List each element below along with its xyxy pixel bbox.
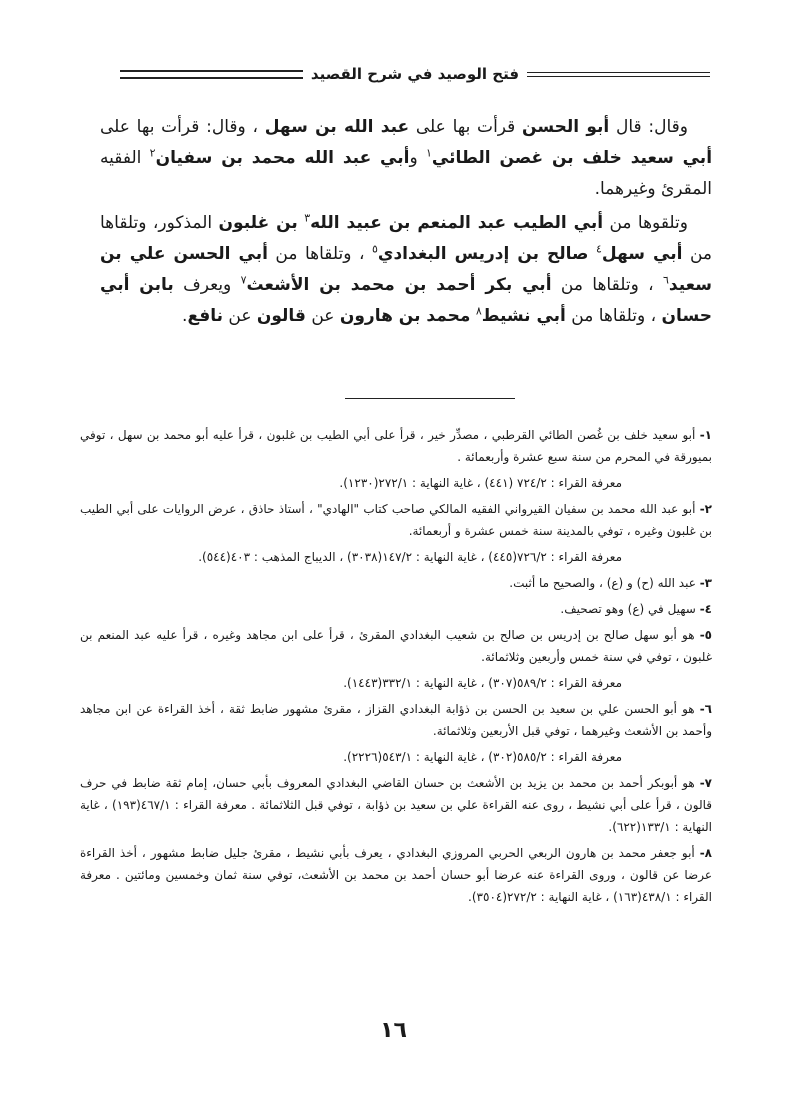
name-run: قالون <box>256 306 306 326</box>
text-run: ، وتلقاها من <box>565 306 662 326</box>
main-paragraph-1 <box>100 112 712 205</box>
header-title: فتح الوصيد في شرح القصيد <box>310 65 520 83</box>
name-run: بن غلبون <box>218 213 298 233</box>
footnote-marker: ٤ <box>595 242 602 256</box>
footnote-7 <box>80 772 712 838</box>
name-run: أبي الطيب عبد المنعم بن عبيد الله <box>310 213 604 233</box>
footnote-text: هو أبوبكر أحمد بن محمد بن يزيد بن الأشعث بن حسان القاضي البغدادي المعروف بأبي حسان، إمام ثقة ضابط في حرف قالون ، قرأ على أبي نشيط ، روى عنه القراءة علي بن سعيد بن ذؤابة ، توفي قبل الثلاثمائة . معرفة القراء : ٤٦٧/١(١٩٣) ، غاية النهاية : ١٣٣/١(٦٢٢). <box>80 776 712 834</box>
text-run: ، وتلقاها من <box>267 244 372 264</box>
name-run: عبد الله بن سهل <box>264 117 410 137</box>
footnote-8 <box>80 842 712 908</box>
footnote-number: ٧- <box>699 776 712 790</box>
name-run: صالح بن إدريس البغدادي <box>377 244 589 264</box>
running-header <box>120 62 710 86</box>
footnote-number: ٥- <box>699 628 712 642</box>
text-run: الفقيه المقرئ وغيرهما. <box>100 148 712 199</box>
footnote-marker: ٥ <box>371 242 378 256</box>
name-run: بابن أبي حسان <box>100 275 712 326</box>
footnote-text: أبو جعفر محمد بن هارون الربعي الحربي المروزي البغدادي ، يعرف بأبي نشيط ، مقرئ جليل ضابط مشهور ، أخذ القراءة عرضا عن قالون ، وروى القراءة عنه عرضا أبو حسان أحمد بن محمد بن الأشعث، توفي سنة ثمان وخمسين ومائتين . معرفة القراء : ٤٣٨/١(١٦٣) ، غاية النهاية : ٢٧٢/٢(٣٥٠٤). <box>80 846 712 904</box>
name-run: نافع <box>187 306 223 326</box>
footnote-6-reference: معرفة القراء : ٥٨٥/٢(٣٠٢) ، غاية النهاية : ٥٤٣/١(٢٢٢٦). <box>343 750 622 764</box>
footnote-marker: ٣ <box>304 211 311 225</box>
main-paragraph-2 <box>100 208 712 332</box>
footnote-5 <box>80 624 712 668</box>
header-rule-right <box>527 72 710 77</box>
text-run: . <box>182 306 188 326</box>
footnote-text: عبد الله (ح) و (ع) ، والصحيح ما أثبت. <box>509 576 700 590</box>
text-run: وتلقوها من <box>603 213 688 233</box>
name-run: أبي بكر أحمد بن محمد بن الأشعث <box>246 275 552 295</box>
footnote-number: ٨- <box>699 846 712 860</box>
text-run: قرأت بها على <box>409 117 523 137</box>
footnote-6 <box>80 698 712 742</box>
text-run <box>588 244 596 264</box>
name-run: أبي نشيط <box>481 306 566 326</box>
name-run: أبي سعيد خلف بن غصن الطائي <box>431 148 713 168</box>
page-number: ١٦ <box>380 1018 407 1043</box>
footnote-2 <box>80 498 712 542</box>
name-run: أبو الحسن <box>522 117 610 137</box>
footnote-number: ١- <box>699 428 712 442</box>
text-run: ويعرف <box>173 275 241 295</box>
footnote-5-reference: معرفة القراء : ٥٨٩/٢(٣٠٧) ، غاية النهاية : ٣٣٢/١(١٤٤٣). <box>343 676 622 690</box>
text-run: ، وقال: قرأت بها على <box>100 117 265 137</box>
text-run: ، وتلقاها من <box>551 275 663 295</box>
text-run: عن <box>305 306 340 326</box>
footnote-text: أبو سعيد خلف بن غُصن الطائي القرطبي ، مصدِّر خير ، قرأ على أبي الطيب بن غلبون ، قرأ عليه أبو محمد بن سهل ، توفي بميورقة في المحرم من سنة سبع عشرة وأربعمائة . <box>80 428 712 464</box>
footnote-marker: ٦ <box>663 273 669 287</box>
footnote-marker: ٢ <box>149 146 156 160</box>
main-text <box>100 112 712 335</box>
text-run: و <box>409 148 426 168</box>
header-rule-left <box>120 70 303 79</box>
footnote-1 <box>80 424 712 468</box>
footnote-separator <box>345 398 515 399</box>
footnote-number: ٦- <box>699 702 712 716</box>
text-run: المذكور، وتلقاها من <box>100 213 712 264</box>
footnote-marker: ٧ <box>240 273 247 287</box>
footnote-text: هو أبو سهل صالح بن إدريس بن صالح بن شعيب البغدادي المقرئ ، قرأ على ابن مجاهد وغيره ، قرأ عليه عبد المنعم بن غلبون ، توفي في سنة خمس وأربعين وثلاثمائة. <box>80 628 712 664</box>
footnote-1-reference: معرفة القراء : ٧٢٤/٢ (٤٤١) ، غاية النهاية : ٢٧٢/١(١٢٣٠). <box>339 476 622 490</box>
footnote-marker: ١ <box>425 146 432 160</box>
footnote-3 <box>80 572 712 594</box>
name-run: أبي الحسن علي بن سعيد <box>100 244 712 295</box>
name-run: محمد بن هارون <box>339 306 471 326</box>
text-run: عن <box>222 306 257 326</box>
footnote-marker: ٨ <box>475 304 482 318</box>
text-run: وقال: قال <box>609 117 688 137</box>
footnote-4 <box>80 598 712 620</box>
footnote-2-reference: معرفة القراء : ٧٢٦/٢(٤٤٥) ، غاية النهاية : ١٤٧/٢(٣٠٣٨) ، الديباج المذهب : ٤٠٣(٥٤٤). <box>198 550 622 564</box>
footnote-text: سهيل في (ع) وهو تصحيف. <box>560 602 700 616</box>
footnote-number: ٤- <box>699 602 712 616</box>
footnote-text: هو أبو الحسن علي بن سعيد بن الحسن بن ذؤابة البغدادي القزاز ، مقرئ مشهور ضابط ثقة ، أخذ القراءة عن ابن مجاهد وأحمد بن الأشعث وغيرهما ، توفي قبل الأربعين وثلاثمائة. <box>80 702 712 738</box>
footnote-text: أبو عبد الله محمد بن سفيان القيرواني الفقيه المالكي صاحب كتاب "الهادي" ، أستاذ حاذق ، عرض الروايات على أبي الطيب بن غلبون وغيره ، توفي بالمدينة سنة خمس عشرة و أربعمائة. <box>80 502 712 538</box>
name-run: أبي عبد الله محمد بن سفيان <box>155 148 410 168</box>
footnote-number: ٣- <box>699 576 712 590</box>
footnote-number: ٢- <box>699 502 712 516</box>
name-run: أبي سهل <box>601 244 683 264</box>
footnotes <box>80 424 712 912</box>
